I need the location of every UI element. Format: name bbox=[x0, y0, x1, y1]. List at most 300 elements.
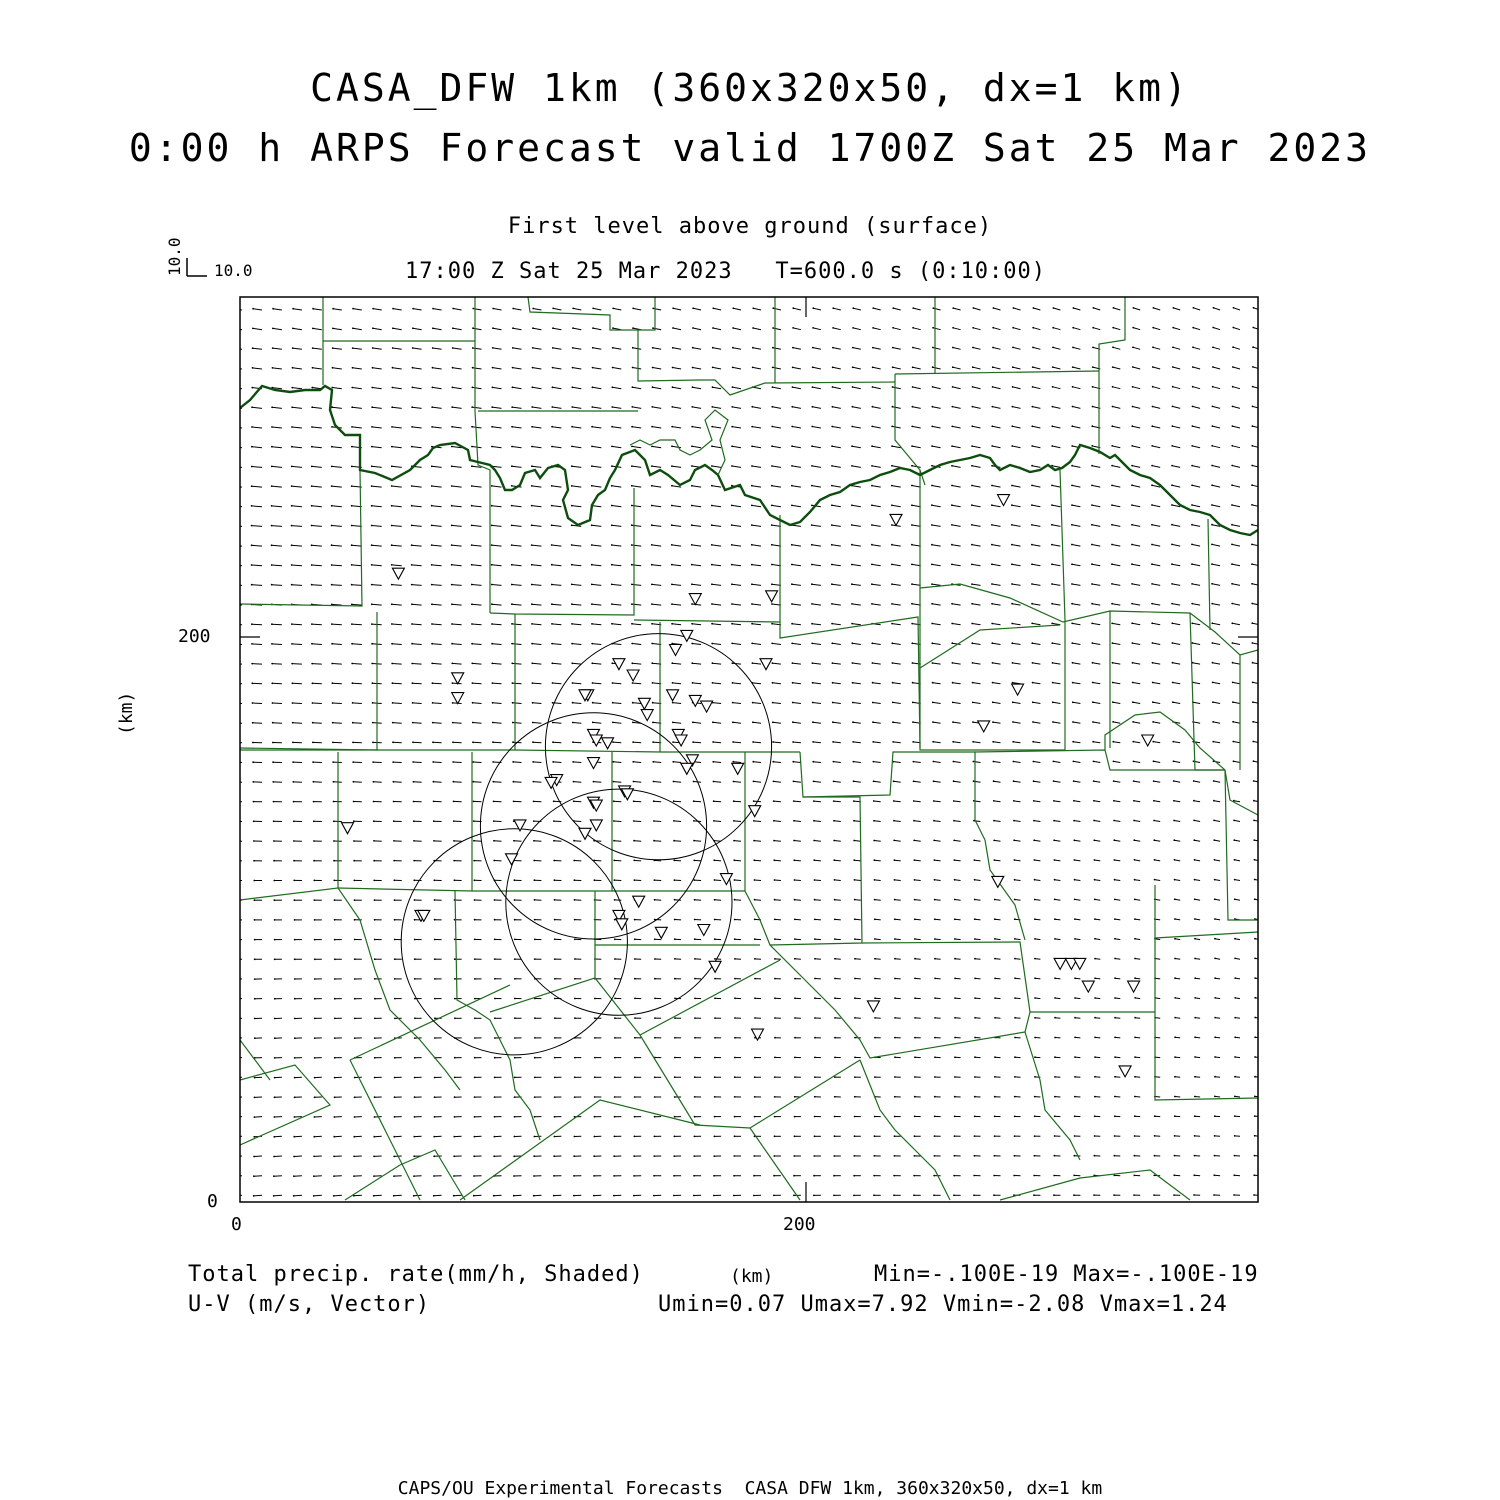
wind-vector-head bbox=[1254, 977, 1256, 979]
wind-vector bbox=[795, 900, 801, 901]
wind-vector-head bbox=[993, 820, 995, 822]
wind-vector-head bbox=[734, 1037, 736, 1039]
wind-vector-head bbox=[1113, 307, 1115, 309]
wind-vector bbox=[1254, 820, 1260, 821]
wind-vector-head bbox=[1193, 1194, 1195, 1196]
wind-vector-head bbox=[432, 702, 434, 704]
wind-vector bbox=[934, 840, 940, 841]
wind-vector bbox=[392, 447, 402, 448]
wind-vector-head bbox=[754, 997, 756, 999]
wind-vector-head bbox=[494, 1136, 496, 1138]
station-triangle-icon bbox=[452, 673, 464, 684]
wind-vector-head bbox=[492, 761, 494, 763]
wind-vector bbox=[1253, 742, 1260, 743]
wind-vector-head bbox=[314, 1077, 316, 1079]
wind-vector-head bbox=[814, 1135, 816, 1137]
wind-vector-head bbox=[634, 1037, 636, 1039]
wind-vector-head bbox=[1233, 820, 1235, 822]
wind-vector-head bbox=[1052, 741, 1054, 743]
wind-vector-head bbox=[1252, 425, 1254, 427]
wind-vector bbox=[472, 644, 481, 645]
wind-vector-head bbox=[551, 406, 553, 408]
wind-vector-head bbox=[791, 544, 793, 546]
wind-vector bbox=[1132, 525, 1140, 527]
wind-vector bbox=[594, 860, 601, 861]
wind-vector-head bbox=[531, 426, 533, 428]
wind-vector-head bbox=[713, 1214, 715, 1216]
wind-vector bbox=[894, 821, 901, 822]
wind-vector-head bbox=[1131, 484, 1133, 486]
wind-vector bbox=[612, 446, 621, 447]
wind-vector bbox=[855, 880, 861, 881]
wind-vector-head bbox=[774, 1135, 776, 1137]
wind-vector-head bbox=[474, 919, 476, 921]
wind-vector bbox=[1053, 663, 1061, 664]
wind-vector-head bbox=[411, 544, 413, 546]
wind-vector bbox=[713, 348, 721, 350]
wind-vector bbox=[794, 841, 801, 842]
wind-vector-head bbox=[292, 781, 294, 783]
wind-vector-head bbox=[1214, 859, 1216, 861]
wind-vector-head bbox=[1114, 879, 1116, 881]
wind-vector-head bbox=[414, 1077, 416, 1079]
wind-vector-head bbox=[991, 623, 993, 625]
wind-vector-head bbox=[1011, 563, 1013, 565]
wind-vector-head bbox=[612, 367, 614, 369]
wind-vector-head bbox=[414, 899, 416, 901]
wind-vector-head bbox=[274, 1018, 276, 1020]
wind-vector-head bbox=[371, 603, 373, 605]
wind-vector bbox=[252, 565, 262, 566]
wind-vector bbox=[1172, 623, 1180, 625]
wind-vector-head bbox=[1072, 406, 1074, 408]
wind-vector-head bbox=[813, 820, 815, 822]
wind-vector-head bbox=[514, 1136, 516, 1138]
wind-vector-head bbox=[494, 958, 496, 960]
wind-vector-head bbox=[611, 505, 613, 507]
radar-ring bbox=[545, 634, 771, 860]
wind-vector-head bbox=[992, 386, 994, 388]
wind-vector-head bbox=[813, 859, 815, 861]
wind-vector bbox=[852, 486, 861, 488]
wind-vector-head bbox=[373, 840, 375, 842]
wind-vector-head bbox=[532, 682, 534, 684]
wind-vector-head bbox=[571, 426, 573, 428]
wind-vector-head bbox=[1092, 406, 1094, 408]
wind-vector bbox=[252, 585, 262, 586]
wind-vector-head bbox=[611, 564, 613, 566]
wind-vector bbox=[1254, 801, 1260, 802]
wind-vector-head bbox=[832, 662, 834, 664]
wind-vector-head bbox=[732, 347, 734, 349]
wind-vector-head bbox=[873, 800, 875, 802]
wind-vector-head bbox=[634, 879, 636, 881]
wind-vector bbox=[792, 446, 801, 448]
wind-vector-head bbox=[291, 623, 293, 625]
wind-vector-head bbox=[971, 425, 973, 427]
wind-vector-head bbox=[814, 978, 816, 980]
wind-vector-head bbox=[433, 1215, 435, 1217]
wind-vector-head bbox=[511, 485, 513, 487]
wind-vector bbox=[373, 348, 382, 349]
wind-vector-head bbox=[794, 1017, 796, 1019]
wind-vector-head bbox=[573, 840, 575, 842]
wind-vector-head bbox=[514, 1116, 516, 1118]
wind-vector bbox=[412, 486, 422, 487]
wind-vector bbox=[755, 880, 762, 881]
wind-vector bbox=[774, 801, 781, 802]
wind-vector-head bbox=[972, 662, 974, 664]
wind-vector-head bbox=[614, 1017, 616, 1019]
wind-vector-head bbox=[1154, 879, 1156, 881]
wind-vector-head bbox=[1051, 563, 1053, 565]
wind-vector-head bbox=[652, 308, 654, 310]
wind-vector bbox=[1014, 860, 1020, 861]
wind-vector-head bbox=[554, 1017, 556, 1019]
wind-vector bbox=[693, 328, 701, 330]
wind-vector bbox=[1253, 367, 1260, 369]
wind-vector bbox=[1112, 604, 1120, 605]
wind-vector-head bbox=[873, 1175, 875, 1177]
station-triangle-icon bbox=[1082, 981, 1094, 992]
wind-vector bbox=[1132, 426, 1140, 428]
wind-vector-head bbox=[951, 445, 953, 447]
wind-vector-head bbox=[852, 682, 854, 684]
wind-vector-head bbox=[1214, 1115, 1216, 1117]
wind-vector-head bbox=[773, 1214, 775, 1216]
wind-vector bbox=[332, 466, 342, 467]
wind-vector bbox=[673, 308, 681, 310]
wind-vector-head bbox=[571, 544, 573, 546]
wind-vector-head bbox=[1093, 1194, 1095, 1196]
wind-vector-head bbox=[651, 465, 653, 467]
wind-vector bbox=[592, 486, 602, 487]
wind-vector bbox=[552, 545, 562, 546]
wind-vector bbox=[1133, 347, 1140, 349]
wind-vector-head bbox=[1011, 642, 1013, 644]
wind-vector bbox=[712, 486, 721, 487]
wind-vector-head bbox=[233, 1195, 235, 1197]
wind-vector bbox=[472, 683, 481, 684]
wind-vector-head bbox=[531, 446, 533, 448]
station-triangle-icon bbox=[1128, 981, 1140, 992]
wind-vector-head bbox=[1193, 780, 1195, 782]
wind-vector bbox=[712, 644, 721, 645]
wind-vector-head bbox=[592, 367, 594, 369]
wind-vector-head bbox=[1254, 1036, 1256, 1038]
wind-vector-head bbox=[1252, 642, 1254, 644]
wind-vector-head bbox=[1193, 839, 1195, 841]
wind-vector-head bbox=[351, 406, 353, 408]
wind-vector-head bbox=[614, 978, 616, 980]
wind-vector bbox=[572, 565, 582, 566]
wind-vector bbox=[812, 643, 821, 644]
wind-vector-head bbox=[791, 445, 793, 447]
wind-vector-head bbox=[371, 485, 373, 487]
wind-vector bbox=[694, 860, 701, 861]
wind-vector-head bbox=[572, 347, 574, 349]
wind-vector bbox=[832, 565, 841, 566]
wind-vector bbox=[594, 782, 602, 783]
wind-vector bbox=[753, 683, 762, 684]
wind-vector-head bbox=[554, 998, 556, 1000]
wind-vector-head bbox=[674, 938, 676, 940]
wind-vector-head bbox=[932, 307, 934, 309]
wind-vector-head bbox=[391, 663, 393, 665]
wind-vector-head bbox=[754, 1017, 756, 1019]
wind-vector-head bbox=[1214, 898, 1216, 900]
wind-vector bbox=[814, 801, 821, 802]
wind-vector-head bbox=[652, 741, 654, 743]
wind-vector-head bbox=[1111, 425, 1113, 427]
wind-vector-head bbox=[1233, 1214, 1235, 1216]
wind-vector-head bbox=[271, 623, 273, 625]
wind-vector bbox=[1112, 584, 1120, 586]
wind-vector-head bbox=[571, 623, 573, 625]
wind-vector bbox=[493, 723, 502, 724]
wind-vector-head bbox=[234, 1097, 236, 1099]
wind-vector-head bbox=[1151, 544, 1153, 546]
wind-vector-head bbox=[1152, 642, 1154, 644]
wind-vector-head bbox=[413, 1195, 415, 1197]
wind-vector bbox=[614, 841, 621, 842]
wind-vector bbox=[393, 723, 402, 724]
wind-vector-head bbox=[891, 544, 893, 546]
wind-vector-head bbox=[971, 603, 973, 605]
wind-vector-head bbox=[652, 682, 654, 684]
wind-vector-head bbox=[952, 386, 954, 388]
wind-vector bbox=[1232, 544, 1240, 546]
wind-vector bbox=[753, 742, 761, 743]
wind-vector-head bbox=[674, 958, 676, 960]
wind-vector-head bbox=[974, 1037, 976, 1039]
station-triangle-icon bbox=[978, 721, 990, 732]
wind-vector-head bbox=[1074, 1115, 1076, 1117]
wind-vector bbox=[1073, 761, 1080, 762]
wind-vector bbox=[412, 604, 422, 605]
wind-vector-head bbox=[1093, 800, 1095, 802]
wind-vector-head bbox=[853, 800, 855, 802]
wind-vector-head bbox=[974, 1056, 976, 1058]
wind-vector bbox=[312, 407, 322, 408]
wind-vector-head bbox=[692, 307, 694, 309]
wind-vector-head bbox=[473, 781, 475, 783]
station-markers bbox=[342, 495, 1154, 1077]
wind-vector-head bbox=[234, 1116, 236, 1118]
wind-vector-head bbox=[1133, 307, 1135, 309]
wind-vector-head bbox=[1013, 780, 1015, 782]
wind-vector-head bbox=[913, 820, 915, 822]
wind-vector-head bbox=[1153, 1194, 1155, 1196]
wind-vector bbox=[433, 309, 442, 310]
wind-vector-head bbox=[332, 367, 334, 369]
wind-vector-head bbox=[1134, 938, 1136, 940]
wind-vector-head bbox=[293, 1195, 295, 1197]
wind-vector-head bbox=[854, 1135, 856, 1137]
wind-vector-head bbox=[1032, 366, 1034, 368]
wind-vector-head bbox=[754, 879, 756, 881]
wind-vector-head bbox=[1252, 721, 1254, 723]
wind-vector bbox=[852, 604, 861, 605]
wind-vector bbox=[372, 545, 382, 546]
wind-vector-head bbox=[634, 919, 636, 921]
wind-vector-head bbox=[614, 1076, 616, 1078]
wind-vector-head bbox=[1254, 958, 1256, 960]
wind-vector-head bbox=[1051, 445, 1053, 447]
wind-vector-head bbox=[332, 308, 334, 310]
wind-vector bbox=[835, 900, 841, 901]
wind-vector-head bbox=[1034, 879, 1036, 881]
wind-vector-head bbox=[912, 386, 914, 388]
wind-vector bbox=[1174, 821, 1180, 822]
wind-vector bbox=[272, 486, 282, 487]
wind-vector bbox=[272, 506, 282, 507]
wind-vector-head bbox=[1254, 859, 1256, 861]
wind-vector-head bbox=[1013, 761, 1015, 763]
wind-vector bbox=[914, 840, 921, 841]
wind-vector bbox=[592, 624, 601, 625]
wind-vector bbox=[453, 309, 461, 311]
wind-vector bbox=[1113, 347, 1120, 349]
wind-vector-head bbox=[1171, 524, 1173, 526]
wind-vector-head bbox=[551, 426, 553, 428]
wind-vector-head bbox=[693, 860, 695, 862]
wind-vector bbox=[814, 821, 821, 822]
wind-vector-head bbox=[534, 1096, 536, 1098]
wind-vector-head bbox=[953, 820, 955, 822]
wind-vector-head bbox=[752, 307, 754, 309]
wind-vector-head bbox=[1031, 425, 1033, 427]
wind-vector bbox=[812, 427, 821, 429]
wind-vector bbox=[612, 545, 622, 546]
wind-vector-head bbox=[452, 387, 454, 389]
wind-vector-head bbox=[652, 367, 654, 369]
wind-vector-head bbox=[933, 780, 935, 782]
wind-vector-head bbox=[253, 1215, 255, 1217]
wind-vector bbox=[632, 486, 641, 487]
wind-vector-head bbox=[351, 466, 353, 468]
wind-vector-head bbox=[591, 564, 593, 566]
wind-vector-head bbox=[1012, 701, 1014, 703]
wind-vector-head bbox=[371, 446, 373, 448]
wind-vector-head bbox=[1092, 386, 1094, 388]
wind-vector-head bbox=[1132, 701, 1134, 703]
wind-vector-head bbox=[1232, 425, 1234, 427]
wind-vector-head bbox=[852, 702, 854, 704]
wind-vector-head bbox=[571, 465, 573, 467]
wind-vector-head bbox=[274, 1037, 276, 1039]
wind-vector-head bbox=[394, 958, 396, 960]
wind-vector bbox=[572, 466, 581, 467]
wind-vector-head bbox=[352, 367, 354, 369]
wind-vector-head bbox=[1152, 386, 1154, 388]
wind-vector-head bbox=[351, 584, 353, 586]
wind-vector bbox=[832, 466, 841, 468]
wind-vector-head bbox=[311, 426, 313, 428]
wind-vector-head bbox=[531, 485, 533, 487]
wind-vector-head bbox=[492, 682, 494, 684]
wind-vector bbox=[1133, 407, 1141, 409]
wind-vector bbox=[732, 407, 741, 409]
wind-vector-head bbox=[1132, 662, 1134, 664]
wind-vector-head bbox=[1251, 484, 1253, 486]
wind-vector bbox=[854, 860, 861, 861]
wind-vector bbox=[933, 308, 940, 310]
wind-vector bbox=[673, 387, 682, 389]
wind-vector-head bbox=[774, 1076, 776, 1078]
wind-vector-head bbox=[1014, 1037, 1016, 1039]
wind-vector-head bbox=[471, 584, 473, 586]
wind-vector-head bbox=[514, 1037, 516, 1039]
wind-vector bbox=[1193, 347, 1200, 349]
wind-vector-head bbox=[1211, 484, 1213, 486]
wind-vector bbox=[853, 308, 861, 310]
station-triangle-icon bbox=[689, 695, 701, 706]
wind-vector bbox=[1214, 801, 1220, 802]
wind-vector-head bbox=[931, 564, 933, 566]
wind-vector bbox=[1193, 406, 1201, 408]
title-line-2: 0:00 h ARPS Forecast valid 1700Z Sat 25 Mar 2023 bbox=[128, 126, 1372, 170]
wind-vector bbox=[713, 703, 721, 704]
wind-vector-head bbox=[1031, 524, 1033, 526]
wind-vector-head bbox=[1034, 1056, 1036, 1058]
wind-vector-head bbox=[814, 958, 816, 960]
wind-vector bbox=[1172, 584, 1180, 586]
wind-vector bbox=[712, 506, 721, 507]
wind-vector bbox=[353, 703, 362, 704]
wind-vector-head bbox=[852, 366, 854, 368]
wind-vector-head bbox=[1033, 1175, 1035, 1177]
wind-vector-head bbox=[771, 445, 773, 447]
wind-vector bbox=[332, 644, 342, 645]
wind-vector bbox=[733, 308, 741, 310]
wind-vector-head bbox=[711, 426, 713, 428]
wind-vector bbox=[1132, 623, 1140, 625]
wind-vector-head bbox=[1071, 485, 1073, 487]
wind-vector-head bbox=[1112, 642, 1114, 644]
wind-vector bbox=[612, 584, 622, 585]
wind-vector bbox=[1153, 722, 1160, 723]
wind-vector bbox=[553, 742, 561, 743]
wind-vector-head bbox=[1094, 997, 1096, 999]
wind-vector-head bbox=[832, 741, 834, 743]
station-triangle-icon bbox=[709, 961, 721, 972]
wind-vector-head bbox=[833, 1195, 835, 1197]
wind-vector-head bbox=[1231, 622, 1233, 624]
wind-vector bbox=[874, 801, 881, 802]
wind-vector-head bbox=[573, 800, 575, 802]
wind-vector-head bbox=[752, 721, 754, 723]
wind-vector-head bbox=[691, 564, 693, 566]
wind-vector-head bbox=[774, 1096, 776, 1098]
wind-vector-head bbox=[934, 958, 936, 960]
wind-vector bbox=[714, 801, 721, 802]
wind-vector bbox=[773, 367, 781, 369]
wind-vector-head bbox=[853, 1214, 855, 1216]
wind-vector bbox=[1132, 564, 1140, 566]
wind-vector-head bbox=[734, 1017, 736, 1019]
wind-vector-head bbox=[613, 1155, 615, 1157]
wind-vector-head bbox=[931, 524, 933, 526]
wind-vector-head bbox=[514, 1017, 516, 1019]
wind-vector-head bbox=[234, 1077, 236, 1079]
wind-vector-head bbox=[512, 722, 514, 724]
wind-vector-head bbox=[1194, 859, 1196, 861]
wind-vector-head bbox=[734, 1096, 736, 1098]
wind-vector-head bbox=[591, 426, 593, 428]
wind-vector-head bbox=[253, 880, 255, 882]
wind-vector-head bbox=[912, 307, 914, 309]
